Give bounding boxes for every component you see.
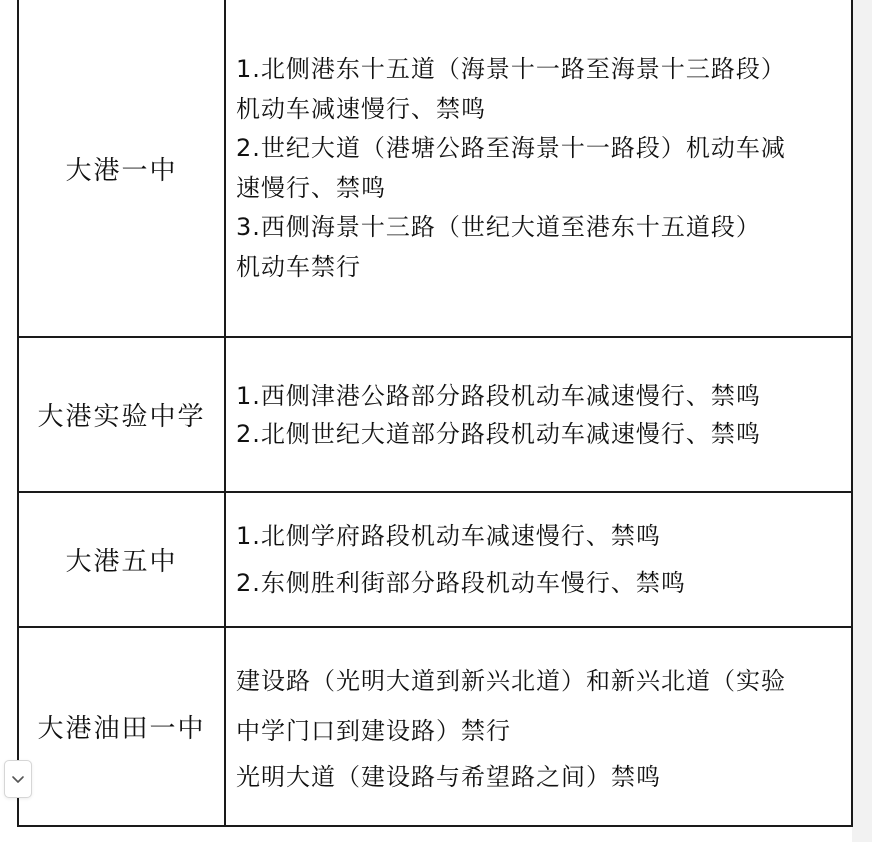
measure-line: 1.北侧学府路段机动车减速慢行、禁鸣 xyxy=(236,522,661,550)
school-name-cell xyxy=(18,0,225,337)
table-row xyxy=(18,337,852,492)
measure-line: 2.东侧胜利街部分路段机动车慢行、禁鸣 xyxy=(236,569,686,597)
school-name: 大港实验中学 xyxy=(37,402,206,432)
school-name: 大港油田一中 xyxy=(37,714,206,744)
measure-line: 1.西侧津港公路部分路段机动车减速慢行、禁鸣 xyxy=(236,381,761,410)
school-name: 大港五中 xyxy=(65,547,178,577)
traffic-measure-cell xyxy=(225,492,852,627)
traffic-measure-cell xyxy=(225,627,852,826)
traffic-control-table xyxy=(17,0,853,827)
measure-line: 机动车减速慢行、禁鸣 xyxy=(236,94,486,123)
measure-line: 3.西侧海景十三路（世纪大道至港东十五道段） xyxy=(236,213,761,241)
school-name: 大港一中 xyxy=(65,155,178,186)
measure-line: 光明大道（建设路与希望路之间）禁鸣 xyxy=(236,762,661,791)
measure-line: 中学门口到建设路）禁行 xyxy=(236,716,511,745)
measure-line: 建设路（光明大道到新兴北道）和新兴北道（实验 xyxy=(236,666,786,695)
table-row xyxy=(18,0,852,337)
chevron-down-icon xyxy=(11,774,25,784)
measure-line: 2.世纪大道（港塘公路至海景十一路段）机动车减 xyxy=(236,134,786,162)
school-name-cell xyxy=(18,492,225,627)
traffic-measure-cell xyxy=(225,0,852,337)
measure-line: 2.北侧世纪大道部分路段机动车减速慢行、禁鸣 xyxy=(236,419,761,448)
traffic-measure-cell xyxy=(225,337,852,492)
school-name-cell xyxy=(18,627,225,826)
expand-toggle-button[interactable] xyxy=(4,760,32,798)
table-row xyxy=(18,627,852,826)
measure-line: 机动车禁行 xyxy=(236,252,361,281)
table-row xyxy=(18,492,852,627)
scroll-gutter xyxy=(852,0,872,842)
school-name-cell xyxy=(18,337,225,492)
measure-line: 速慢行、禁鸣 xyxy=(236,173,386,202)
measure-line: 1.北侧港东十五道（海景十一路至海景十三路段） xyxy=(236,55,786,83)
